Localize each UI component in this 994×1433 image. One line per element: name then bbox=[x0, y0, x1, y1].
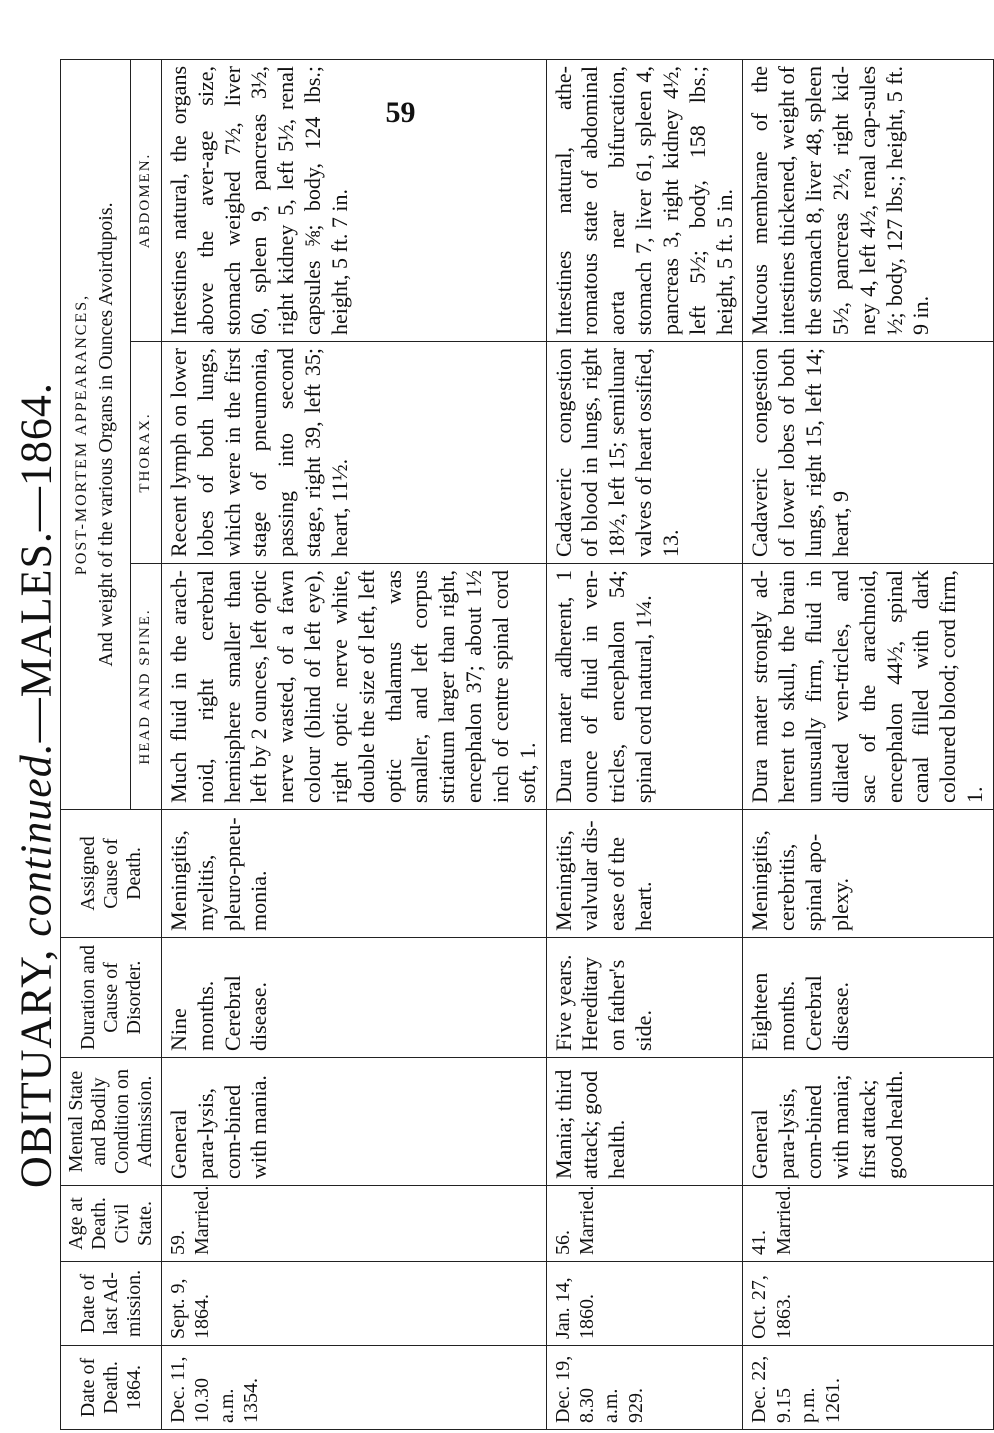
header-thorax: THORAX. bbox=[130, 342, 161, 564]
cell-assigned-cause: Meningitis, valvular dis-ease of the heart. bbox=[546, 810, 743, 938]
obituary-table-container bbox=[60, 65, 988, 1430]
cell-mental-state: Mania; third attack; good health. bbox=[546, 1058, 743, 1186]
header-duration: Duration and Cause of Disorder. bbox=[61, 938, 162, 1058]
running-title-italic: continued. bbox=[11, 742, 61, 937]
cell-duration: Eighteen months. Cerebral disease. bbox=[743, 938, 993, 1058]
cell-abdomen: Mucous membrane of the intestines thickened, weight of the stomach 8, liver 48, spleen 5½, pancreas 2½, right kid-ney 4, left 4½, renal cap-sules ½; body, 127 lbs.; height, 5 ft. 9 in. bbox=[743, 59, 993, 341]
cell-assigned-cause: Meningitis, myelitis, pleuro-pneu-monia. bbox=[162, 810, 547, 938]
cell-mental-state: General para-lysis, com-bined with mania; first attack; good health. bbox=[743, 1058, 993, 1186]
post-mortem-subtitle: And weight of the various Organs in Ounces Avoirdupois. bbox=[95, 202, 118, 667]
cell-assigned-cause: Meningitis, cerebritis, spinal apo-plexy. bbox=[743, 810, 993, 938]
cell-thorax: Recent lymph on lower lobes of both lungs, which were in the first stage of pneumonia, passing into second stage, right 39, left 35; heart, 11½. bbox=[162, 342, 547, 564]
cell-date-of-admission: Jan. 14, 1860. bbox=[546, 1262, 743, 1346]
cell-thorax: Cadaveric congestion of blood in lungs, right 18½, left 15; semilunar valves of heart ossified, 13. bbox=[546, 342, 743, 564]
header-mental-state: Mental State and Bodily Condition on Admission. bbox=[61, 1058, 162, 1186]
header-date-of-death: Date of Death. 1864. bbox=[61, 1346, 162, 1430]
table-row bbox=[743, 59, 993, 1429]
cell-age: 56. Married. bbox=[546, 1186, 743, 1262]
cell-head-spine: Much fluid in the arach-noid, right cerebral hemisphere smaller than left by 2 ounces, left optic nerve wasted, of a fawn colour (blind of left eye), right optic nerve white, double the size of left, left optic thalamus was smaller, and left corpus striatum larger than right, encephalon 37; about 1½ inch of centre spinal cord soft, 1. bbox=[162, 564, 547, 810]
table-row bbox=[546, 59, 743, 1429]
running-title-rest: —MALES.—1864. bbox=[11, 382, 61, 743]
cell-age: 59. Married. bbox=[162, 1186, 547, 1262]
table-row bbox=[162, 59, 547, 1429]
cell-abdomen: Intestines natural, the organs above the aver-age size, stomach weighed 7½, liver 60, spleen 9, pancreas 3½, right kidney 5, left 5½, renal capsules ⅝; body, 124 lbs.; height, 5 ft. 7 in. bbox=[162, 59, 547, 341]
running-title bbox=[8, 140, 64, 1430]
cell-date-of-admission: Sept. 9, 1864. bbox=[162, 1262, 547, 1346]
cell-date-of-death: Dec. 11, 10.30 a.m. 1354. bbox=[162, 1346, 547, 1430]
cell-date-of-admission: Oct. 27, 1863. bbox=[743, 1262, 993, 1346]
header-post-mortem bbox=[61, 59, 131, 809]
header-assigned-cause: Assigned Cause of Death. bbox=[61, 810, 162, 938]
cell-head-spine: Dura mater strongly ad-herent to skull, the brain unusually firm, fluid in dilated ven-tricles, and sac of the arachnoid, encephalon 44½, spinal canal filled with dark coloured blood; cord firm, 1. bbox=[743, 564, 993, 810]
obituary-table bbox=[60, 59, 994, 1430]
header-abdomen: ABDOMEN. bbox=[130, 59, 161, 341]
cell-abdomen: Intestines natural, athe-romatous state of abdominal aorta near bifurcation, stomach 7, liver 61, spleen 4, pancreas 3, right kidney 4½, left 5½; body, 158 lbs.; height, 5 ft. 5 in. bbox=[546, 59, 743, 341]
cell-date-of-death: Dec. 19, 8.30 a.m. 929. bbox=[546, 1346, 743, 1430]
header-head-spine: HEAD AND SPINE. bbox=[130, 564, 161, 810]
cell-thorax: Cadaveric congestion of lower lobes of both lungs, right 15, left 14; heart, 9 bbox=[743, 342, 993, 564]
cell-duration: Five years. Hereditary on father's side. bbox=[546, 938, 743, 1058]
cell-head-spine: Dura mater adherent, 1 ounce of fluid in ven-tricles, encephalon 54; spinal cord natural, 1¼. bbox=[546, 564, 743, 810]
page-number: 59 bbox=[385, 96, 416, 129]
post-mortem-title: POST-MORTEM APPEARANCES, bbox=[72, 293, 90, 576]
cell-mental-state: General para-lysis, com-bined with mania. bbox=[162, 1058, 547, 1186]
cell-age: 41. Married. bbox=[743, 1186, 993, 1262]
header-row bbox=[61, 59, 131, 1429]
cell-date-of-death: Dec. 22, 9.15 p.m. 1261. bbox=[743, 1346, 993, 1430]
header-age: Age at Death. Civil State. bbox=[61, 1186, 162, 1262]
running-title-main: OBITUARY, bbox=[11, 948, 61, 1188]
cell-duration: Nine months. Cerebral disease. bbox=[162, 938, 547, 1058]
header-date-of-admission: Date of last Ad-mission. bbox=[61, 1262, 162, 1346]
